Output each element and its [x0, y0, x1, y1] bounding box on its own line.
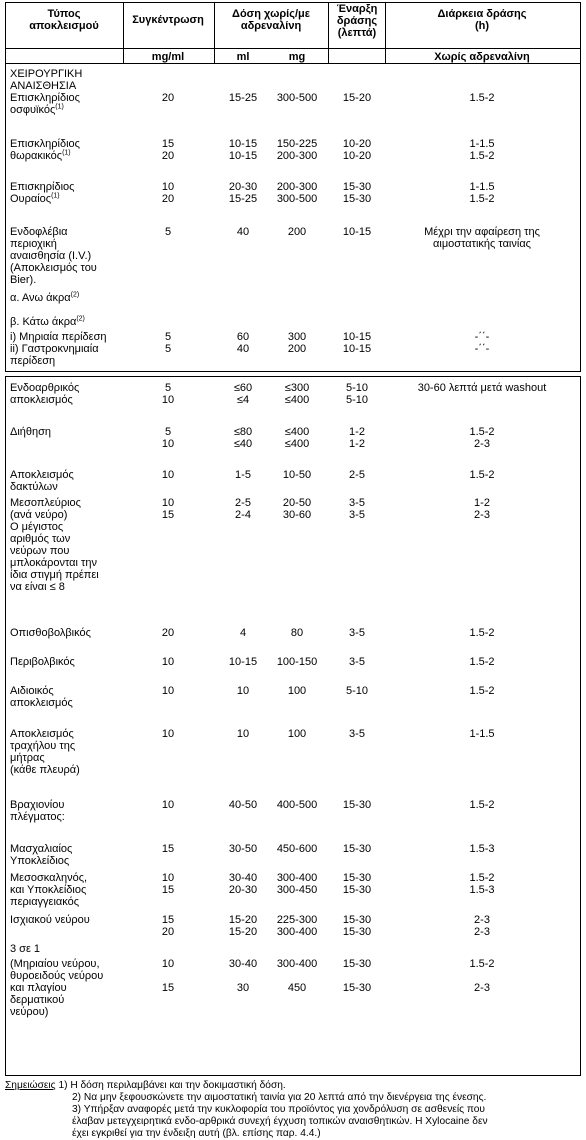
cell-concentration: 15: [161, 884, 175, 896]
cell-concentration: 15: [161, 509, 175, 521]
cell-block-type: Ουραίος$^{(1)}$: [10, 192, 60, 205]
col-conc-header: Συγκέντρωση: [132, 14, 204, 26]
cell-duration: -΄΄-: [474, 331, 490, 343]
cell-dose-ml: 40: [236, 343, 250, 355]
footnote-3: 3) Υπήρξαν αναφορές μετά την κυκλοφορία του προϊόντος για χονδρόλυση σε ασθενείς που: [72, 1104, 485, 1115]
cell-onset: 15-20: [342, 92, 372, 104]
cell-dose-ml: 10: [236, 728, 250, 740]
cell-dose-mg: 200-300: [276, 181, 318, 193]
cell-concentration: 20: [161, 926, 175, 938]
cell-block-type: μήτρας: [10, 752, 45, 764]
footnote-1: Σημειώσεις 1) Η δόση περιλαμβάνει και την δοκιμαστική δόση.: [5, 1080, 286, 1091]
cell-dose-ml: 10-15: [228, 656, 258, 668]
unit-mg: mg: [288, 51, 306, 63]
cell-dose-mg: 300: [287, 331, 307, 343]
cell-dose-mg: 450-600: [276, 843, 318, 855]
cell-block-type: Ενδοφλέβια: [10, 226, 68, 238]
cell-dose-mg: 400-500: [276, 799, 318, 811]
cell-concentration: 15: [161, 914, 175, 926]
cell-duration: 2-3: [474, 982, 490, 994]
cell-dose-mg: ≤300: [284, 382, 310, 394]
cell-block-type: Ισχιακού νεύρου: [10, 914, 90, 926]
cell-block-type: β. Κάτω άκρα$^{(2)}$: [10, 315, 85, 328]
cell-block-type: αποκλεισμός: [10, 394, 73, 406]
cell-onset: 15-30: [342, 926, 372, 938]
unit-conc: mg/ml: [151, 51, 185, 63]
header-divider: [214, 2, 215, 64]
cell-duration: 1.5-2: [469, 656, 495, 668]
cell-onset: 15-30: [342, 884, 372, 896]
cell-block-type: (Αποκλεισμός του: [10, 262, 97, 274]
cell-dose-mg: ≤400: [284, 394, 310, 406]
cell-block-type: Αιδιοικός: [10, 685, 54, 697]
cell-dose-mg: 300-500: [276, 92, 318, 104]
col-type-header: Τύπος αποκλεισμού: [29, 8, 99, 32]
cell-duration: 1.5-2: [469, 469, 495, 481]
cell-onset: 5-10: [345, 394, 369, 406]
cell-onset: 1-2: [349, 438, 365, 450]
cell-dose-ml: 1-5: [235, 469, 251, 481]
cell-dose-ml: 2-4: [235, 509, 251, 521]
cell-block-type: ii) Γαστροκνημιαία: [10, 343, 99, 355]
cell-onset: 15-30: [342, 181, 372, 193]
cell-block-type: Διήθηση: [10, 426, 52, 438]
footnote-ref: (2): [70, 291, 80, 299]
cell-onset: 10-15: [342, 343, 372, 355]
cell-dose-ml: ≤60: [233, 382, 253, 394]
cell-onset: 3-5: [349, 728, 365, 740]
cell-concentration: 15: [161, 843, 175, 855]
cell-block-type: θυροειδούς νεύρου: [10, 970, 104, 982]
cell-block-type: i) Μηριαία περίδεση: [10, 331, 107, 343]
cell-concentration: 10: [161, 728, 175, 740]
cell-dose-mg: 200: [287, 343, 307, 355]
cell-onset: 15-30: [342, 872, 372, 884]
cell-block-type: και Υποκλείδιος: [10, 884, 87, 896]
footnote-3-cont: έλαβαν μετεγχειρητικά ενδο-αρθρικά συνεχή έγχυση τοπικών αναισθητικών. Η Xylocaine δεν: [72, 1116, 488, 1127]
cell-concentration: 15: [161, 982, 175, 994]
cell-block-type: ΑΝΑΙΣΘΗΣΙΑ: [10, 80, 77, 92]
cell-block-type: να είναι ≤ 8: [10, 581, 65, 593]
cell-block-type: και πλαγίου: [10, 982, 67, 994]
cell-dose-ml: 40-50: [228, 799, 258, 811]
cell-onset: 10-20: [342, 150, 372, 162]
cell-dose-ml: 10-15: [228, 150, 258, 162]
col-dose-header: Δόση χωρίς/με αδρεναλίνη: [232, 8, 310, 32]
cell-dose-ml: 60: [236, 331, 250, 343]
footnote-2: 2) Να μην ξεφουσκώνετε την αιμοστατική ταινία για 20 λεπτά από την διενέργεια της ένεσης.: [72, 1092, 487, 1103]
cell-block-type: Μεσοσκαληνός,: [10, 872, 88, 884]
cell-dose-ml: 40: [236, 226, 250, 238]
cell-block-type: Επισκηρίδιος: [10, 181, 75, 193]
cell-dose-mg: 300-400: [276, 958, 318, 970]
footnote-ref: (1): [62, 149, 71, 157]
cell-dose-ml: ≤4: [236, 394, 250, 406]
cell-dose-mg: 100: [287, 685, 307, 697]
cell-block-type: Επισκληρίδιος: [10, 138, 80, 150]
cell-dose-ml: 30-40: [228, 958, 258, 970]
cell-dose-mg: 200-300: [276, 150, 318, 162]
footnote-ref: (1): [55, 103, 64, 111]
cell-onset: 3-5: [349, 509, 365, 521]
cell-duration: 2-3: [474, 914, 490, 926]
cell-block-type: νεύρου): [10, 1006, 49, 1018]
header-divider: [123, 2, 124, 64]
cell-concentration: 20: [161, 150, 175, 162]
cell-onset: 15-30: [342, 193, 372, 205]
cell-block-type: πλέγματος:: [10, 811, 65, 823]
cell-dose-ml: ≤80: [233, 426, 253, 438]
unit-ml: ml: [236, 51, 250, 63]
cell-concentration: 10: [161, 799, 175, 811]
cell-block-type: οσφυϊκός$^{(1)}$: [10, 103, 64, 116]
cell-block-type: Ο μέγιστος: [10, 521, 64, 533]
cell-duration: 1-1.5: [469, 138, 495, 150]
cell-concentration: 5: [164, 382, 172, 394]
cell-duration: -΄΄-: [474, 343, 490, 355]
cell-duration: 1.5-2: [469, 426, 495, 438]
cell-block-type: δερματικού: [10, 994, 65, 1006]
cell-onset: 15-30: [342, 914, 372, 926]
cell-concentration: 20: [161, 193, 175, 205]
cell-onset: 15-30: [342, 843, 372, 855]
cell-dose-ml: 15-25: [228, 92, 258, 104]
cell-block-type: αριθμός των: [10, 533, 71, 545]
cell-concentration: 10: [161, 656, 175, 668]
cell-duration: 1.5-2: [469, 92, 495, 104]
cell-duration: 1.5-2: [469, 872, 495, 884]
cell-dose-mg: 20-50: [282, 497, 312, 509]
cell-block-type: Επισκληρίδιος: [10, 92, 80, 104]
cell-dose-mg: 100-150: [276, 656, 318, 668]
cell-dose-ml: 30: [236, 982, 250, 994]
cell-duration: 2-3: [474, 438, 490, 450]
cell-block-type: Ενδοαρθρικός: [10, 382, 80, 394]
cell-onset: 1-2: [349, 426, 365, 438]
cell-duration: 1.5-2: [469, 627, 495, 639]
footnote-3-end: έχει εγκριθεί για την ένδειξη αυτή (βλ. επίσης παρ. 4.4.): [72, 1128, 321, 1139]
cell-onset: 15-30: [342, 958, 372, 970]
cell-duration: 1-2: [474, 497, 490, 509]
footnotes-label: Σημειώσεις: [5, 1080, 56, 1091]
cell-concentration: 10: [161, 469, 175, 481]
cell-dose-mg: 300-450: [276, 884, 318, 896]
cell-block-type: Βραχιονίου: [10, 799, 65, 811]
cell-block-type: τραχήλου της: [10, 740, 76, 752]
cell-onset: 3-5: [349, 656, 365, 668]
cell-block-type: αποκλεισμός: [10, 697, 73, 709]
cell-dose-ml: 15-20: [228, 926, 258, 938]
header-divider: [328, 2, 329, 64]
cell-duration: 1-1.5: [469, 728, 495, 740]
cell-block-type: περίδεση: [10, 355, 56, 367]
cell-dose-mg: 450: [287, 982, 307, 994]
cell-dose-ml: 2-5: [235, 497, 251, 509]
cell-block-type: (κάθε πλευρά): [10, 764, 80, 776]
cell-dose-ml: 20-30: [228, 884, 258, 896]
unit-duration: Χωρίς αδρεναλίνη: [434, 51, 530, 63]
cell-concentration: 5: [164, 331, 172, 343]
cell-concentration: 20: [161, 92, 175, 104]
cell-block-type: Περιβολβικός: [10, 656, 75, 668]
footnote-ref: (2): [76, 315, 85, 323]
cell-block-type: Αποκλεισμός: [10, 469, 74, 481]
cell-dose-mg: 10-50: [282, 469, 312, 481]
cell-dose-ml: 15-20: [228, 914, 258, 926]
cell-dose-ml: ≤40: [233, 438, 253, 450]
table-section-1-frame: [5, 64, 581, 372]
cell-concentration: 5: [164, 343, 172, 355]
cell-duration: 1.5-3: [469, 843, 495, 855]
cell-dose-ml: 30-40: [228, 872, 258, 884]
cell-duration: 1.5-2: [469, 150, 495, 162]
cell-onset: 5-10: [345, 382, 369, 394]
cell-block-type: Μασχαλιαίος: [10, 843, 73, 855]
header-unit-divider: [5, 48, 581, 49]
cell-dose-ml: 4: [239, 627, 247, 639]
footnote-ref: (1): [51, 192, 60, 200]
cell-concentration: 5: [164, 426, 172, 438]
cell-block-type: (Μηριαίου νεύρου,: [10, 958, 100, 970]
cell-dose-mg: 300-500: [276, 193, 318, 205]
cell-dose-ml: 10: [236, 685, 250, 697]
cell-onset: 10-15: [342, 331, 372, 343]
cell-block-type: μπλοκάρονται την: [10, 557, 97, 569]
cell-block-type: Μεσοπλεύριος: [10, 497, 81, 509]
cell-duration: 1.5-3: [469, 884, 495, 896]
cell-dose-ml: 15-25: [228, 193, 258, 205]
cell-block-type: Αποκλεισμός: [10, 728, 74, 740]
cell-block-type: Οπισθοβολβικός: [10, 627, 91, 639]
cell-block-type: ΧΕΙΡΟΥΡΓΙΚΗ: [10, 68, 83, 80]
cell-onset: 10-15: [342, 226, 372, 238]
cell-concentration: 10: [161, 872, 175, 884]
cell-duration: 2-3: [474, 509, 490, 521]
cell-block-type: περιαγγειακός: [10, 896, 80, 908]
cell-dose-mg: 300-400: [276, 926, 318, 938]
col-onset-header: Έναρξη δράσης (λεπτά): [336, 3, 378, 39]
cell-dose-mg: 300-400: [276, 872, 318, 884]
cell-block-type: δακτύλων: [10, 481, 58, 493]
cell-onset: 2-5: [349, 469, 365, 481]
cell-dose-mg: 100: [287, 728, 307, 740]
cell-dose-ml: 10-15: [228, 138, 258, 150]
cell-block-type: νεύρων που: [10, 545, 70, 557]
cell-dose-mg: 225-300: [276, 914, 318, 926]
cell-concentration: 10: [161, 438, 175, 450]
cell-duration: 30-60 λεπτά μετά washout: [417, 382, 547, 394]
cell-duration: 2-3: [474, 926, 490, 938]
cell-onset: 15-30: [342, 799, 372, 811]
cell-block-type: αναισθησία (I.V.): [10, 250, 92, 262]
cell-block-type: (ανά νεύρο): [10, 509, 68, 521]
cell-block-type: θωρακικός$^{(1)}$: [10, 149, 71, 162]
cell-block-type: περιοχική: [10, 238, 57, 250]
cell-onset: 10-20: [342, 138, 372, 150]
cell-block-type: ίδια στιγμή πρέπει: [10, 569, 99, 581]
cell-dose-mg: ≤400: [284, 438, 310, 450]
cell-block-type: α. Ανω άκρα$^{(2)}$: [10, 291, 80, 304]
cell-dose-ml: 30-50: [228, 843, 258, 855]
cell-duration: αιμοστατικής ταινίας: [433, 238, 531, 250]
cell-duration: Μέχρι την αφαίρεση της: [424, 226, 540, 238]
cell-dose-mg: ≤400: [284, 426, 310, 438]
header-divider: [385, 2, 386, 64]
cell-concentration: 10: [161, 497, 175, 509]
cell-duration: 1.5-2: [469, 958, 495, 970]
cell-block-type: Υποκλείδιος: [10, 855, 70, 867]
cell-dose-mg: 80: [290, 627, 304, 639]
cell-dose-mg: 30-60: [282, 509, 312, 521]
cell-dose-ml: 20-30: [228, 181, 258, 193]
cell-onset: 3-5: [349, 497, 365, 509]
cell-concentration: 5: [164, 226, 172, 238]
cell-concentration: 10: [161, 181, 175, 193]
cell-block-type: Bier).: [10, 274, 37, 286]
cell-onset: 15-30: [342, 982, 372, 994]
cell-duration: 1.5-2: [469, 799, 495, 811]
cell-duration: 1.5-2: [469, 193, 495, 205]
cell-concentration: 10: [161, 958, 175, 970]
cell-concentration: 10: [161, 685, 175, 697]
cell-duration: 1-1.5: [469, 181, 495, 193]
cell-block-type: 3 σε 1: [10, 943, 41, 955]
cell-dose-mg: 200: [287, 226, 307, 238]
cell-concentration: 20: [161, 627, 175, 639]
cell-dose-mg: 150-225: [276, 138, 318, 150]
cell-onset: 5-10: [345, 685, 369, 697]
cell-duration: 1.5-2: [469, 685, 495, 697]
cell-concentration: 15: [161, 138, 175, 150]
col-duration-header: Διάρκεια δράσης (h): [437, 8, 527, 32]
cell-onset: 3-5: [349, 627, 365, 639]
cell-concentration: 10: [161, 394, 175, 406]
